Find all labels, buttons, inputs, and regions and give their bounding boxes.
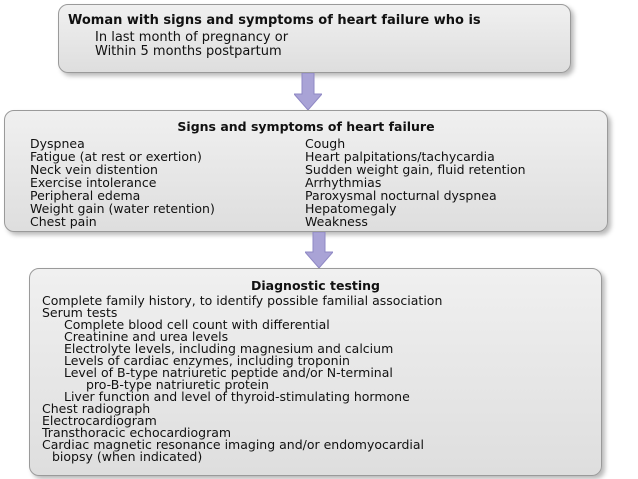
- symptom-item: Cough: [305, 136, 346, 151]
- serum-test-item: Creatinine and urea levels: [64, 329, 229, 344]
- test-item: Complete family history, to identify possible familial association: [42, 293, 443, 308]
- down-arrow-icon: [305, 232, 333, 268]
- diagnostic-testing-list: [42, 295, 442, 463]
- test-item-continued: biopsy (when indicated): [52, 449, 203, 464]
- serum-test-item: Complete blood cell count with differential: [64, 317, 330, 332]
- test-item: Cardiac magnetic resonance imaging and/or endomyocardial: [42, 437, 425, 452]
- serum-test-item: Electrolyte levels, including magnesium and calcium: [64, 341, 394, 356]
- eligibility-lines: [95, 31, 288, 59]
- symptom-item: Weakness: [305, 214, 368, 229]
- test-item: Serum tests: [42, 305, 118, 320]
- symptoms-left-column: [30, 137, 215, 228]
- symptom-item: Dyspnea: [30, 136, 85, 151]
- eligibility-box: [58, 4, 571, 73]
- serum-test-item: Level of B-type natriuretic peptide and/or N-terminal: [64, 365, 393, 380]
- down-arrow-icon: [294, 73, 322, 110]
- symptom-item: Sudden weight gain, fluid retention: [305, 162, 526, 177]
- serum-test-item: Levels of cardiac enzymes, including troponin: [64, 353, 350, 368]
- symptom-item: Heart palpitations/tachycardia: [305, 149, 495, 164]
- eligibility-line: Within 5 months postpartum: [95, 44, 282, 59]
- symptoms-title: Signs and symptoms of heart failure: [177, 119, 435, 134]
- symptom-item: Weight gain (water retention): [30, 201, 215, 216]
- test-item: Electrocardiogram: [42, 413, 157, 428]
- symptom-item: Chest pain: [30, 214, 97, 229]
- serum-test-item-continued: pro-B-type natriuretic protein: [86, 377, 269, 392]
- diagnostic-testing-box: [29, 268, 602, 476]
- eligibility-title: Woman with signs and symptoms of heart failure who is: [68, 13, 481, 28]
- eligibility-line: In last month of pregnancy or: [95, 30, 289, 45]
- symptoms-right-column: [305, 137, 526, 228]
- symptoms-box: [4, 110, 608, 232]
- test-item: Chest radiograph: [42, 401, 151, 416]
- symptom-item: Exercise intolerance: [30, 175, 157, 190]
- diagnostic-testing-title: Diagnostic testing: [251, 278, 380, 293]
- symptom-item: Neck vein distention: [30, 162, 158, 177]
- serum-test-item: Liver function and level of thyroid-stimulating hormone: [64, 389, 410, 404]
- symptom-item: Arrhythmias: [305, 175, 382, 190]
- symptom-item: Fatigue (at rest or exertion): [30, 149, 202, 164]
- symptom-item: Hepatomegaly: [305, 201, 397, 216]
- symptom-item: Paroxysmal nocturnal dyspnea: [305, 188, 497, 203]
- test-item: Transthoracic echocardiogram: [42, 425, 232, 440]
- symptom-item: Peripheral edema: [30, 188, 141, 203]
